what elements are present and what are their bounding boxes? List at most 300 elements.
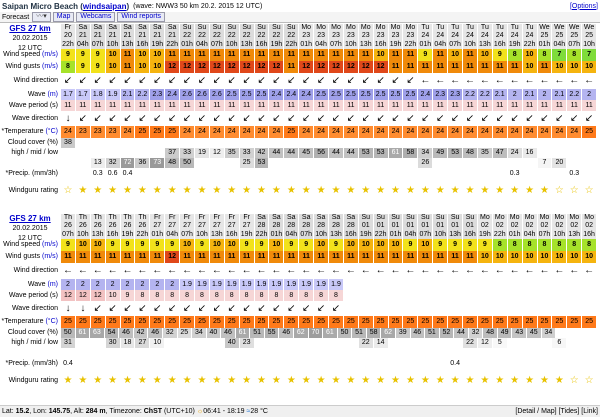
rating-star-icon: ★ (121, 180, 136, 202)
wave-dir-arrow-icon: ↙ (552, 111, 567, 126)
wave-dir-arrow-icon: ↙ (284, 111, 299, 126)
wind-speed-cell: 11 (329, 49, 344, 61)
dates-cell: 24 (508, 32, 523, 40)
rating-star-icon: ★ (552, 370, 567, 392)
wave-dir-arrow-icon: ↙ (523, 111, 538, 126)
cloud-mid-cell (493, 138, 508, 148)
cloud-extra2-cell (76, 158, 91, 168)
days-cell: Th (91, 214, 106, 222)
days-cell: Fr (61, 24, 76, 32)
row-cells (61, 230, 600, 239)
cloud-extra2-cell (582, 158, 597, 168)
model-name-link[interactable]: GFS 27 km (9, 24, 51, 33)
wave-period-cell: 8 (284, 290, 299, 301)
cloud-mid-cell (329, 138, 344, 148)
wind-gusts-cell: 11 (448, 61, 463, 73)
footer-links[interactable]: [Detail / Map] [Tides] [Link] (515, 408, 598, 415)
hours-cell: 13h (359, 40, 374, 49)
days-cell: Mo (567, 214, 582, 222)
cloud-extra2-cell: 48 (165, 158, 180, 168)
wind-speed-cell: 11 (269, 49, 284, 61)
row-label (0, 328, 60, 338)
row-label (0, 301, 60, 316)
spot-code-link[interactable]: windsaipan (82, 1, 127, 11)
dates-cell: 01 (448, 222, 463, 230)
cloud-extra2-cell (165, 348, 180, 358)
row-cells (61, 158, 600, 168)
cloud-extra-cell: 45 (299, 148, 314, 158)
hours-cell: 01h (180, 40, 195, 49)
wave-period-cell: 11 (76, 100, 91, 111)
wave-dir-arrow-icon: ↙ (329, 111, 344, 126)
cloud-extra2-cell (344, 348, 359, 358)
wind-dir-arrow-icon: ← (463, 73, 478, 89)
rating-star-icon: ★ (76, 180, 91, 202)
row-unit: (m) (45, 281, 58, 288)
cloud-mid-cell (359, 138, 374, 148)
wind-dir-arrow-icon: ← (344, 263, 359, 279)
wind-dir-arrow-icon: ← (284, 263, 299, 279)
precip-cell (493, 168, 508, 180)
wave-cell: 2 (508, 89, 523, 100)
row-label-text: Wave (27, 281, 46, 288)
wind-gusts-cell: 11 (493, 61, 508, 73)
wind-gusts-cell: 11 (284, 61, 299, 73)
cloud-extra-cell: 53 (374, 148, 389, 158)
temperature-cell: 25 (329, 316, 344, 328)
options-link[interactable]: [Options] (569, 2, 598, 10)
wind-dir-arrow-icon: ↙ (359, 73, 374, 89)
days-cell: Su (448, 214, 463, 222)
wind-speed-cell: 10 (269, 239, 284, 251)
wave-cell: 2.4 (284, 89, 299, 100)
row-cells (61, 348, 600, 358)
precip-cell (389, 168, 404, 180)
wave-period-cell: 11 (150, 100, 165, 111)
cloud-mid-cell: 61 (236, 328, 251, 338)
model-name-link[interactable]: GFS 27 km (9, 214, 51, 223)
wind-dir-arrow-icon: ← (523, 263, 538, 279)
temperature-cell: 25 (121, 316, 136, 328)
temperature-cell: 24 (478, 126, 493, 138)
rating-star-icon: ★ (493, 370, 508, 392)
cloud-extra2-cell (255, 348, 270, 358)
rating-star-icon: ★ (150, 370, 165, 392)
wave-period-cell (582, 290, 597, 301)
hours-cell: 13h (478, 40, 493, 49)
wave-period-cell: 11 (240, 100, 255, 111)
precip-cell (329, 358, 344, 370)
dates-cell: 27 (150, 222, 165, 230)
days-cell: Th (121, 214, 136, 222)
wave-period-cell: 8 (225, 290, 240, 301)
temperature-cell: 25 (567, 316, 582, 328)
wave-dir-arrow-icon: ↙ (210, 111, 225, 126)
dates-cell: 23 (344, 32, 359, 40)
wave-dir-arrow-icon: ↙ (299, 111, 314, 126)
wind-speed-cell: 10 (389, 239, 404, 251)
days-cell: Mo (389, 24, 404, 32)
rating-star-icon: ★ (374, 180, 389, 202)
wind-speed-cell: 8 (567, 239, 582, 251)
wind-gusts-cell: 12 (329, 61, 344, 73)
rating-star-icon: ★ (314, 370, 329, 392)
wind-speed-cell: 10 (448, 49, 463, 61)
cloud-extra2-cell (433, 348, 448, 358)
wind-gusts-cell: 11 (210, 251, 225, 263)
wave-cell: 2.5 (403, 89, 418, 100)
wind-speed-cell: 11 (433, 49, 448, 61)
rating-star-icon: ★ (418, 180, 433, 202)
row-wind-gusts (0, 61, 600, 73)
wind-dir-arrow-icon: ← (150, 263, 165, 279)
wave-dir-arrow-icon (403, 301, 418, 316)
row-label (0, 148, 60, 158)
temperature-cell: 25 (76, 316, 91, 328)
days-cell: Fr (180, 214, 195, 222)
row-label (0, 126, 60, 138)
hours-cell: 13h (91, 230, 106, 239)
temperature-cell: 24 (210, 126, 225, 138)
wind-gusts-cell: 12 (299, 61, 314, 73)
dates-cell: 21 (165, 32, 180, 40)
temperature-cell: 25 (135, 316, 150, 328)
wind-gusts-cell: 12 (344, 61, 359, 73)
wind-dir-arrow-icon: ↙ (329, 73, 344, 89)
cloud-extra-cell (269, 338, 284, 348)
temperature-cell: 24 (299, 126, 314, 138)
wave-cell: 2 (165, 279, 180, 290)
precip-cell (478, 168, 493, 180)
cloud-mid-cell: 42 (134, 328, 149, 338)
wave-dir-arrow-icon (374, 301, 389, 316)
wind-dir-arrow-icon: ↙ (165, 73, 180, 89)
precip-cell (552, 168, 567, 180)
cloud-extra-cell (523, 338, 538, 348)
cloud-extra-cell (255, 338, 270, 348)
wind-gusts-cell: 12 (180, 61, 195, 73)
hours-cell: 01h (418, 40, 433, 49)
cloud-extra2-cell (121, 348, 136, 358)
cloud-extra2-cell (403, 348, 418, 358)
wave-period-cell: 11 (433, 100, 448, 111)
wave-cell: 1.9 (225, 279, 240, 290)
dates-cell: 26 (121, 222, 136, 230)
hours-cell: 16h (135, 40, 150, 49)
row-cells (61, 100, 600, 111)
dates-cell: 26 (61, 222, 76, 230)
rating-star-icon: ☆ (567, 180, 582, 202)
row-cells (61, 73, 600, 89)
hours-cell: 16h (344, 230, 359, 239)
hours-cell: 13h (240, 40, 255, 49)
wind-dir-arrow-icon: ← (448, 73, 463, 89)
alt-value: 284 m (85, 408, 106, 415)
row-label (0, 168, 60, 180)
days-cell: Sa (76, 24, 91, 32)
temperature-cell: 24 (448, 126, 463, 138)
cloud-extra-cell (180, 338, 195, 348)
rating-star-icon: ★ (165, 370, 180, 392)
hours-cell: 04h (314, 40, 329, 49)
days-cell: Fr (150, 214, 165, 222)
cloud-extra-cell (344, 338, 359, 348)
wind-gusts-cell: 11 (389, 61, 404, 73)
cloud-extra-cell (91, 148, 106, 158)
cloud-mid-cell (389, 138, 404, 148)
wave-cell: 2.6 (195, 89, 210, 100)
wave-dir-arrow-icon: ↙ (180, 111, 195, 126)
water-temp: 28 °C (250, 408, 268, 415)
wind-dir-arrow-icon: ← (508, 263, 523, 279)
cloud-mid-cell: 61 (76, 328, 91, 338)
wind-gusts-cell: 12 (240, 61, 255, 73)
rating-star-icon: ★ (210, 370, 225, 392)
cloud-extra2-cell (150, 348, 165, 358)
wind-gusts-cell: 10 (478, 251, 493, 263)
wind-speed-cell: 11 (180, 49, 195, 61)
wave-cell: 2.4 (269, 89, 284, 100)
row-cells (61, 24, 600, 32)
wave-cell: 2 (135, 279, 150, 290)
precip-cell (418, 168, 433, 180)
wave-period-cell: 11 (418, 100, 433, 111)
wave-cell: 2.2 (567, 89, 582, 100)
wind-gusts-cell: 11 (359, 251, 374, 263)
days-cell: Fr (210, 214, 225, 222)
cloud-mid-cell (150, 138, 165, 148)
water-temp-icon: ≈ (246, 408, 251, 415)
cloud-mid-cell (556, 328, 571, 338)
cloud-extra2-cell: 50 (180, 158, 195, 168)
days-cell: Tu (448, 24, 463, 32)
precip-cell (567, 358, 582, 370)
wave-dir-arrow-icon: ↙ (195, 301, 210, 316)
wind-dir-arrow-icon: ↙ (210, 73, 225, 89)
cloud-extra-cell: 19 (195, 148, 210, 158)
rating-star-icon: ★ (225, 370, 240, 392)
cloud-extra-cell: 40 (225, 338, 240, 348)
row-label-text: Wind gusts (5, 253, 41, 260)
rating-star-icon: ★ (121, 370, 136, 392)
row-hours (0, 40, 600, 49)
tab-webcams[interactable]: Webcams (76, 12, 115, 22)
hours-cell: 07h (210, 40, 225, 49)
dates-cell: 26 (135, 222, 150, 230)
temperature-cell: 24 (329, 126, 344, 138)
wind-dir-arrow-icon: ← (135, 263, 150, 279)
row-label (0, 370, 60, 392)
row-cells (61, 316, 600, 328)
wave-dir-arrow-icon: ↙ (121, 111, 136, 126)
cloud-mid-cell (463, 138, 478, 148)
cloud-extra2-cell (299, 158, 314, 168)
cloud-extra-cell: 12 (478, 338, 493, 348)
row-dates (0, 32, 600, 40)
row-cells (61, 214, 600, 222)
temperature-cell: 24 (389, 126, 404, 138)
cloud-extra-cell: 16 (523, 148, 538, 158)
rating-star-icon: ★ (403, 180, 418, 202)
row-cells (61, 138, 600, 148)
wind-gusts-cell: 12 (255, 61, 270, 73)
temperature-cell: 25 (463, 316, 478, 328)
tab-map[interactable]: Map (53, 12, 75, 22)
wind-dir-arrow-icon: ↙ (240, 73, 255, 89)
cloud-mid-cell (508, 138, 523, 148)
precip-cell (344, 168, 359, 180)
row-cloud-extra2 (0, 348, 600, 358)
wind-gusts-cell: 11 (418, 61, 433, 73)
cloud-extra-cell (508, 338, 523, 348)
cloud-mid-cell: 51 (425, 328, 440, 338)
tz-offset: (UTC+10) (163, 408, 195, 415)
cloud-extra-cell (299, 338, 314, 348)
temperature-cell: 25 (389, 316, 404, 328)
rating-star-icon: ☆ (582, 370, 597, 392)
temperature-cell: 23 (76, 126, 91, 138)
cloud-extra-cell: 47 (493, 148, 508, 158)
wave-dir-arrow-icon: ↙ (225, 301, 240, 316)
wind-dir-arrow-icon: ← (478, 263, 493, 279)
wave-period-cell: 8 (314, 290, 329, 301)
cloud-extra2-cell (478, 348, 493, 358)
cloud-extra2-cell (359, 348, 374, 358)
tab-wind-reports[interactable]: Wind reports (117, 12, 165, 22)
days-cell: Th (61, 214, 76, 222)
wave-dir-arrow-icon: ↙ (403, 111, 418, 126)
wind-dir-arrow-icon: ← (448, 263, 463, 279)
cloud-extra2-cell (299, 348, 314, 358)
cloud-extra-cell (91, 338, 106, 348)
wind-dir-arrow-icon: ← (552, 263, 567, 279)
precip-cell (180, 168, 195, 180)
wave-cell: 2 (91, 279, 106, 290)
wave-dir-arrow-icon: ↙ (106, 301, 121, 316)
dates-cell: 24 (418, 32, 433, 40)
precip-cell (210, 168, 225, 180)
rating-star-icon: ★ (91, 370, 106, 392)
cloud-mid-cell: 34 (192, 328, 207, 338)
wave-dir-arrow-icon: ↙ (91, 301, 106, 316)
row-wind-speed (0, 239, 600, 251)
wave-dir-arrow-icon (567, 301, 582, 316)
row-wind-gusts (0, 251, 600, 263)
precip-cell (284, 168, 299, 180)
wave-period-cell: 11 (567, 100, 582, 111)
wave-period-cell: 11 (225, 100, 240, 111)
wave-cell (344, 279, 359, 290)
days-cell: Su (389, 214, 404, 222)
temperature-cell: 25 (403, 316, 418, 328)
cloud-extra2-cell (552, 348, 567, 358)
precip-cell (121, 358, 136, 370)
chart-toggle-icon[interactable]: 〰▾ (32, 12, 51, 22)
row-unit: (°C) (43, 318, 58, 325)
cloud-extra-cell (567, 148, 582, 158)
precip-cell (314, 358, 329, 370)
cloud-mid-cell (225, 138, 240, 148)
cloud-extra-cell: 6 (552, 338, 567, 348)
precip-cell (538, 168, 553, 180)
rating-star-icon: ★ (195, 370, 210, 392)
days-cell: Mo (508, 214, 523, 222)
cloud-extra-cell (418, 338, 433, 348)
precip-cell (389, 358, 404, 370)
rating-star-icon: ★ (463, 370, 478, 392)
wave-period-cell: 8 (255, 290, 270, 301)
wave-period-cell: 11 (523, 100, 538, 111)
wind-speed-cell: 7 (582, 49, 597, 61)
hours-cell: 07h (329, 40, 344, 49)
rating-star-icon: ★ (61, 370, 76, 392)
wind-gusts-cell: 10 (567, 61, 582, 73)
wave-dir-arrow-icon: ↙ (508, 111, 523, 126)
wave-cell (523, 279, 538, 290)
wind-gusts-cell: 11 (299, 251, 314, 263)
dates-cell: 23 (389, 32, 404, 40)
cloud-extra-cell: 53 (359, 148, 374, 158)
wind-gusts-cell: 10 (523, 251, 538, 263)
row-label-text: Wave direction (11, 115, 58, 122)
dates-cell: 26 (91, 222, 106, 230)
row-cells (61, 358, 600, 370)
temperature-cell: 24 (552, 126, 567, 138)
row-cloud-extra (0, 338, 600, 348)
cloud-extra2-cell: 20 (552, 158, 567, 168)
cloud-mid-cell: 46 (411, 328, 426, 338)
tz-value: ChST (143, 408, 163, 415)
row-cells (61, 40, 600, 49)
wave-period-cell (538, 290, 553, 301)
wave-period-cell: 11 (344, 100, 359, 111)
precip-cell (61, 168, 76, 180)
hours-cell: 22h (374, 230, 389, 239)
wind-gusts-cell: 9 (76, 61, 91, 73)
cloud-mid-cell: 50 (338, 328, 353, 338)
dates-cell: 23 (314, 32, 329, 40)
row-wave (0, 279, 600, 290)
dates-cell: 23 (359, 32, 374, 40)
wind-dir-arrow-icon: ↙ (106, 73, 121, 89)
cloud-extra-cell: 27 (135, 338, 150, 348)
hours-cell: 16h (374, 40, 389, 49)
precip-cell (299, 168, 314, 180)
hours-cell: 10h (195, 230, 210, 239)
rating-star-icon: ★ (389, 180, 404, 202)
dates-cell: 21 (106, 32, 121, 40)
wave-period-cell: 11 (538, 100, 553, 111)
wave-dir-arrow-icon: ↙ (150, 301, 165, 316)
lat-value: 15.2 (15, 408, 30, 415)
wind-speed-cell: 9 (106, 239, 121, 251)
row-label-text: Wave period (s) (8, 292, 58, 299)
temperature-cell: 24 (225, 126, 240, 138)
cloud-extra2-cell (225, 348, 240, 358)
wave-cell (508, 279, 523, 290)
wind-gusts-cell: 11 (91, 251, 106, 263)
precip-cell: 0.4 (61, 358, 76, 370)
wave-cell: 2.5 (359, 89, 374, 100)
rating-star-icon: ★ (478, 180, 493, 202)
wind-dir-arrow-icon: ← (493, 263, 508, 279)
row-unit: (m/s) (40, 241, 58, 248)
wind-dir-arrow-icon: ← (403, 263, 418, 279)
dates-cell: 20 (61, 32, 76, 40)
row-cells (61, 61, 600, 73)
cloud-extra2-cell (567, 348, 582, 358)
cloud-extra-cell: 37 (165, 148, 180, 158)
